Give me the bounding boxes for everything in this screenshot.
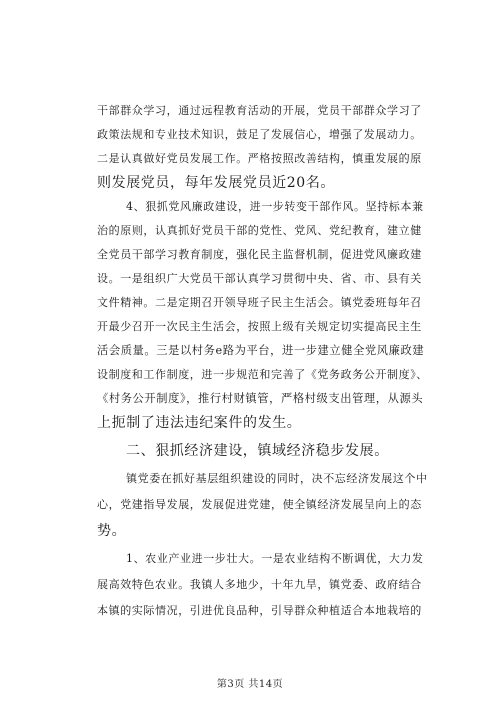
body-text-line: 政策法规和专业技术知识，鼓足了发展信心，增强了发展动力。 (97, 128, 422, 141)
body-text-line: 本镇的实际情况，引进优良品种，引导群众种植适合本地栽培的 (97, 604, 422, 617)
body-text-line: 干部群众学习，通过远程教育活动的开展，党员干部群众学习了 (97, 104, 422, 117)
body-text-line: 则发展党员，每年发展党员近20名。 (97, 175, 336, 191)
body-text-line: 设。一是组织广大党员干部认真学习贯彻中央、省、市、县有关 (97, 272, 422, 285)
body-text-line: 4、狠抓党风廉政建设，进一步转变干部作风。坚持标本兼 (126, 200, 424, 213)
body-text-line: 文件精神。二是定期召开领导班子民主生活会。镇党委班每年召 (97, 296, 422, 309)
body-text-line: 活会质量。三是以村务e路为平台，进一步建立健全党风廉政建 (97, 344, 425, 357)
body-text-line: 开最少召开一次民主生活会，按照上级有关规定切实提高民主生 (97, 320, 422, 333)
body-text-line: 势。 (97, 523, 127, 539)
body-text-line: 展高效特色农业。我镇人多地少，十年九旱，镇党委、政府结合 (97, 578, 422, 591)
page-footer: 第3页 共14页 (216, 679, 284, 690)
body-text-line: 二是认真做好党员发展工作。严格按照改善结构，慎重发展的原 (97, 152, 422, 165)
body-text-line: 心，党建指导发展，发展促进党建，使全镇经济发展呈向上的态 (97, 498, 422, 511)
body-text-line: 《村务公开制度》，推行村财镇管，严格村级支出管理，从源头 (97, 392, 424, 405)
body-text-line: 全党员干部学习教育制度，强化民主监督机制，促进党风廉政建 (97, 248, 422, 261)
body-text-line: 上扼制了违法违纪案件的发生。 (97, 415, 302, 431)
body-text-line: 治的原则，认真抓好党员干部的党性、党风、党纪教育，建立健 (97, 224, 422, 237)
body-text-line: 设制度和工作制度，进一步规范和完善了《党务政务公开制度》、 (97, 368, 428, 381)
body-text-line: 1、农业产业进一步壮大。一是农业结构不断调优，大力发 (126, 552, 424, 565)
section-heading: 二、狠抓经济建设，镇域经济稳步发展。 (126, 443, 389, 459)
body-text-line: 镇党委在抓好基层组织建设的同时，决不忘经济发展这个中 (126, 472, 428, 485)
